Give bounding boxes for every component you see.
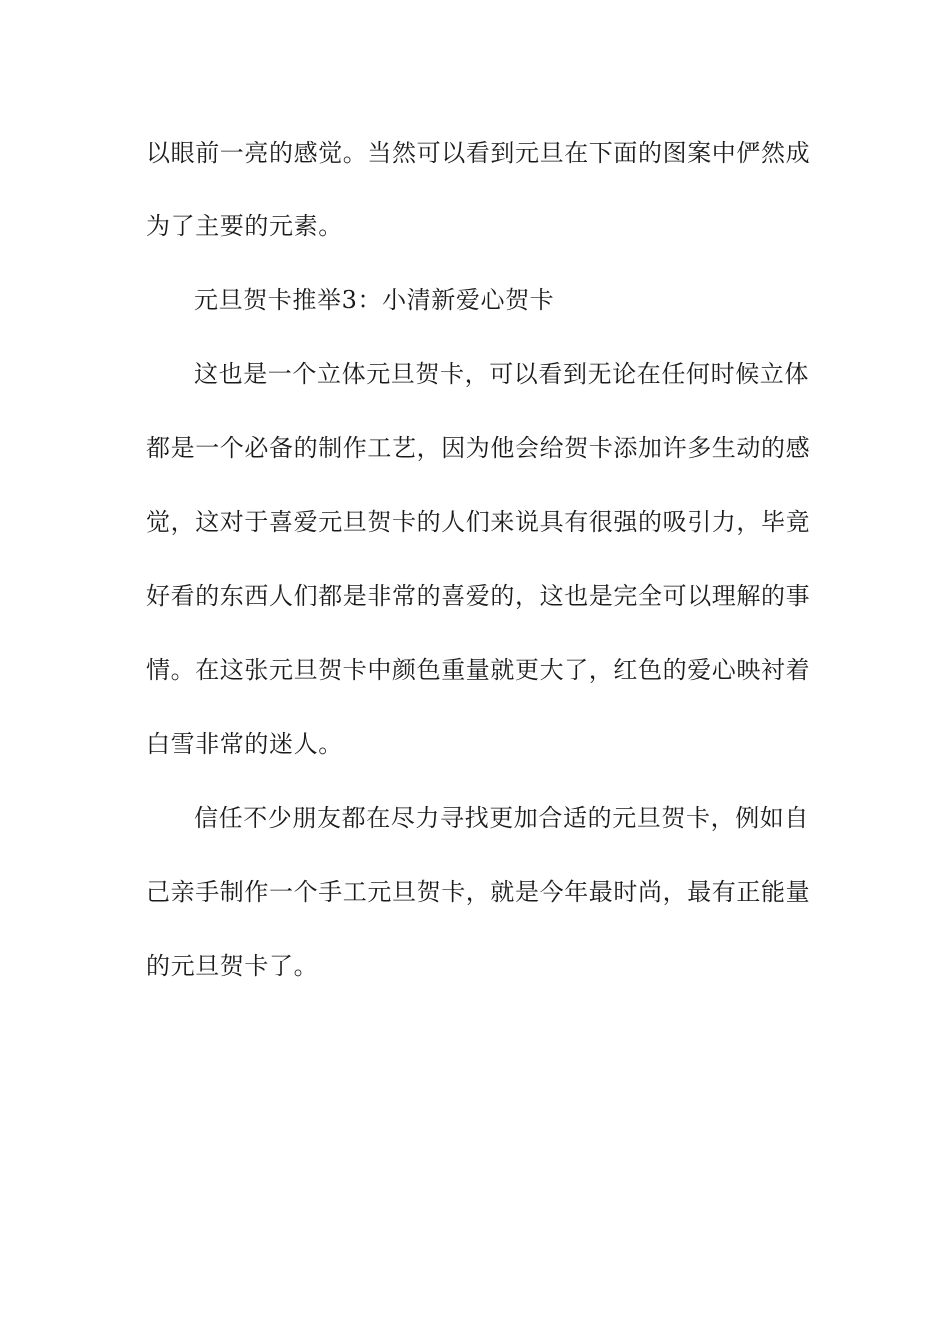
paragraph-1-line-2: 为了主要的元素。 (146, 212, 343, 240)
paragraph-1-line-1: 以眼前一亮的感觉。当然可以看到元旦在下面的图案中俨然成 (146, 139, 811, 167)
paragraph-2-line-3: 觉，这对于喜爱元旦贺卡的人们来说具有很强的吸引力，毕竟 (146, 508, 811, 536)
paragraph-2-line-5: 情。在这张元旦贺卡中颜色重量就更大了，红色的爱心映衬着 (146, 656, 811, 684)
paragraph-3-line-3: 的元旦贺卡了。 (146, 952, 319, 980)
paragraph-2-line-4: 好看的东西人们都是非常的喜爱的，这也是完全可以理解的事 (146, 582, 811, 610)
paragraph-3-line-2: 己亲手制作一个手工元旦贺卡，就是今年最时尚，最有正能量 (146, 878, 811, 906)
paragraph-3-line-1: 信任不少朋友都在尽力寻找更加合适的元旦贺卡，例如自 (194, 804, 809, 832)
section-heading: 元旦贺卡推举3：小清新爱心贺卡 (194, 286, 555, 314)
paragraph-2-line-6: 白雪非常的迷人。 (146, 730, 343, 758)
paragraph-2-line-1: 这也是一个立体元旦贺卡，可以看到无论在任何时候立体 (194, 360, 809, 388)
paragraph-2-line-2: 都是一个必备的制作工艺，因为他会给贺卡添加许多生动的感 (146, 434, 811, 462)
